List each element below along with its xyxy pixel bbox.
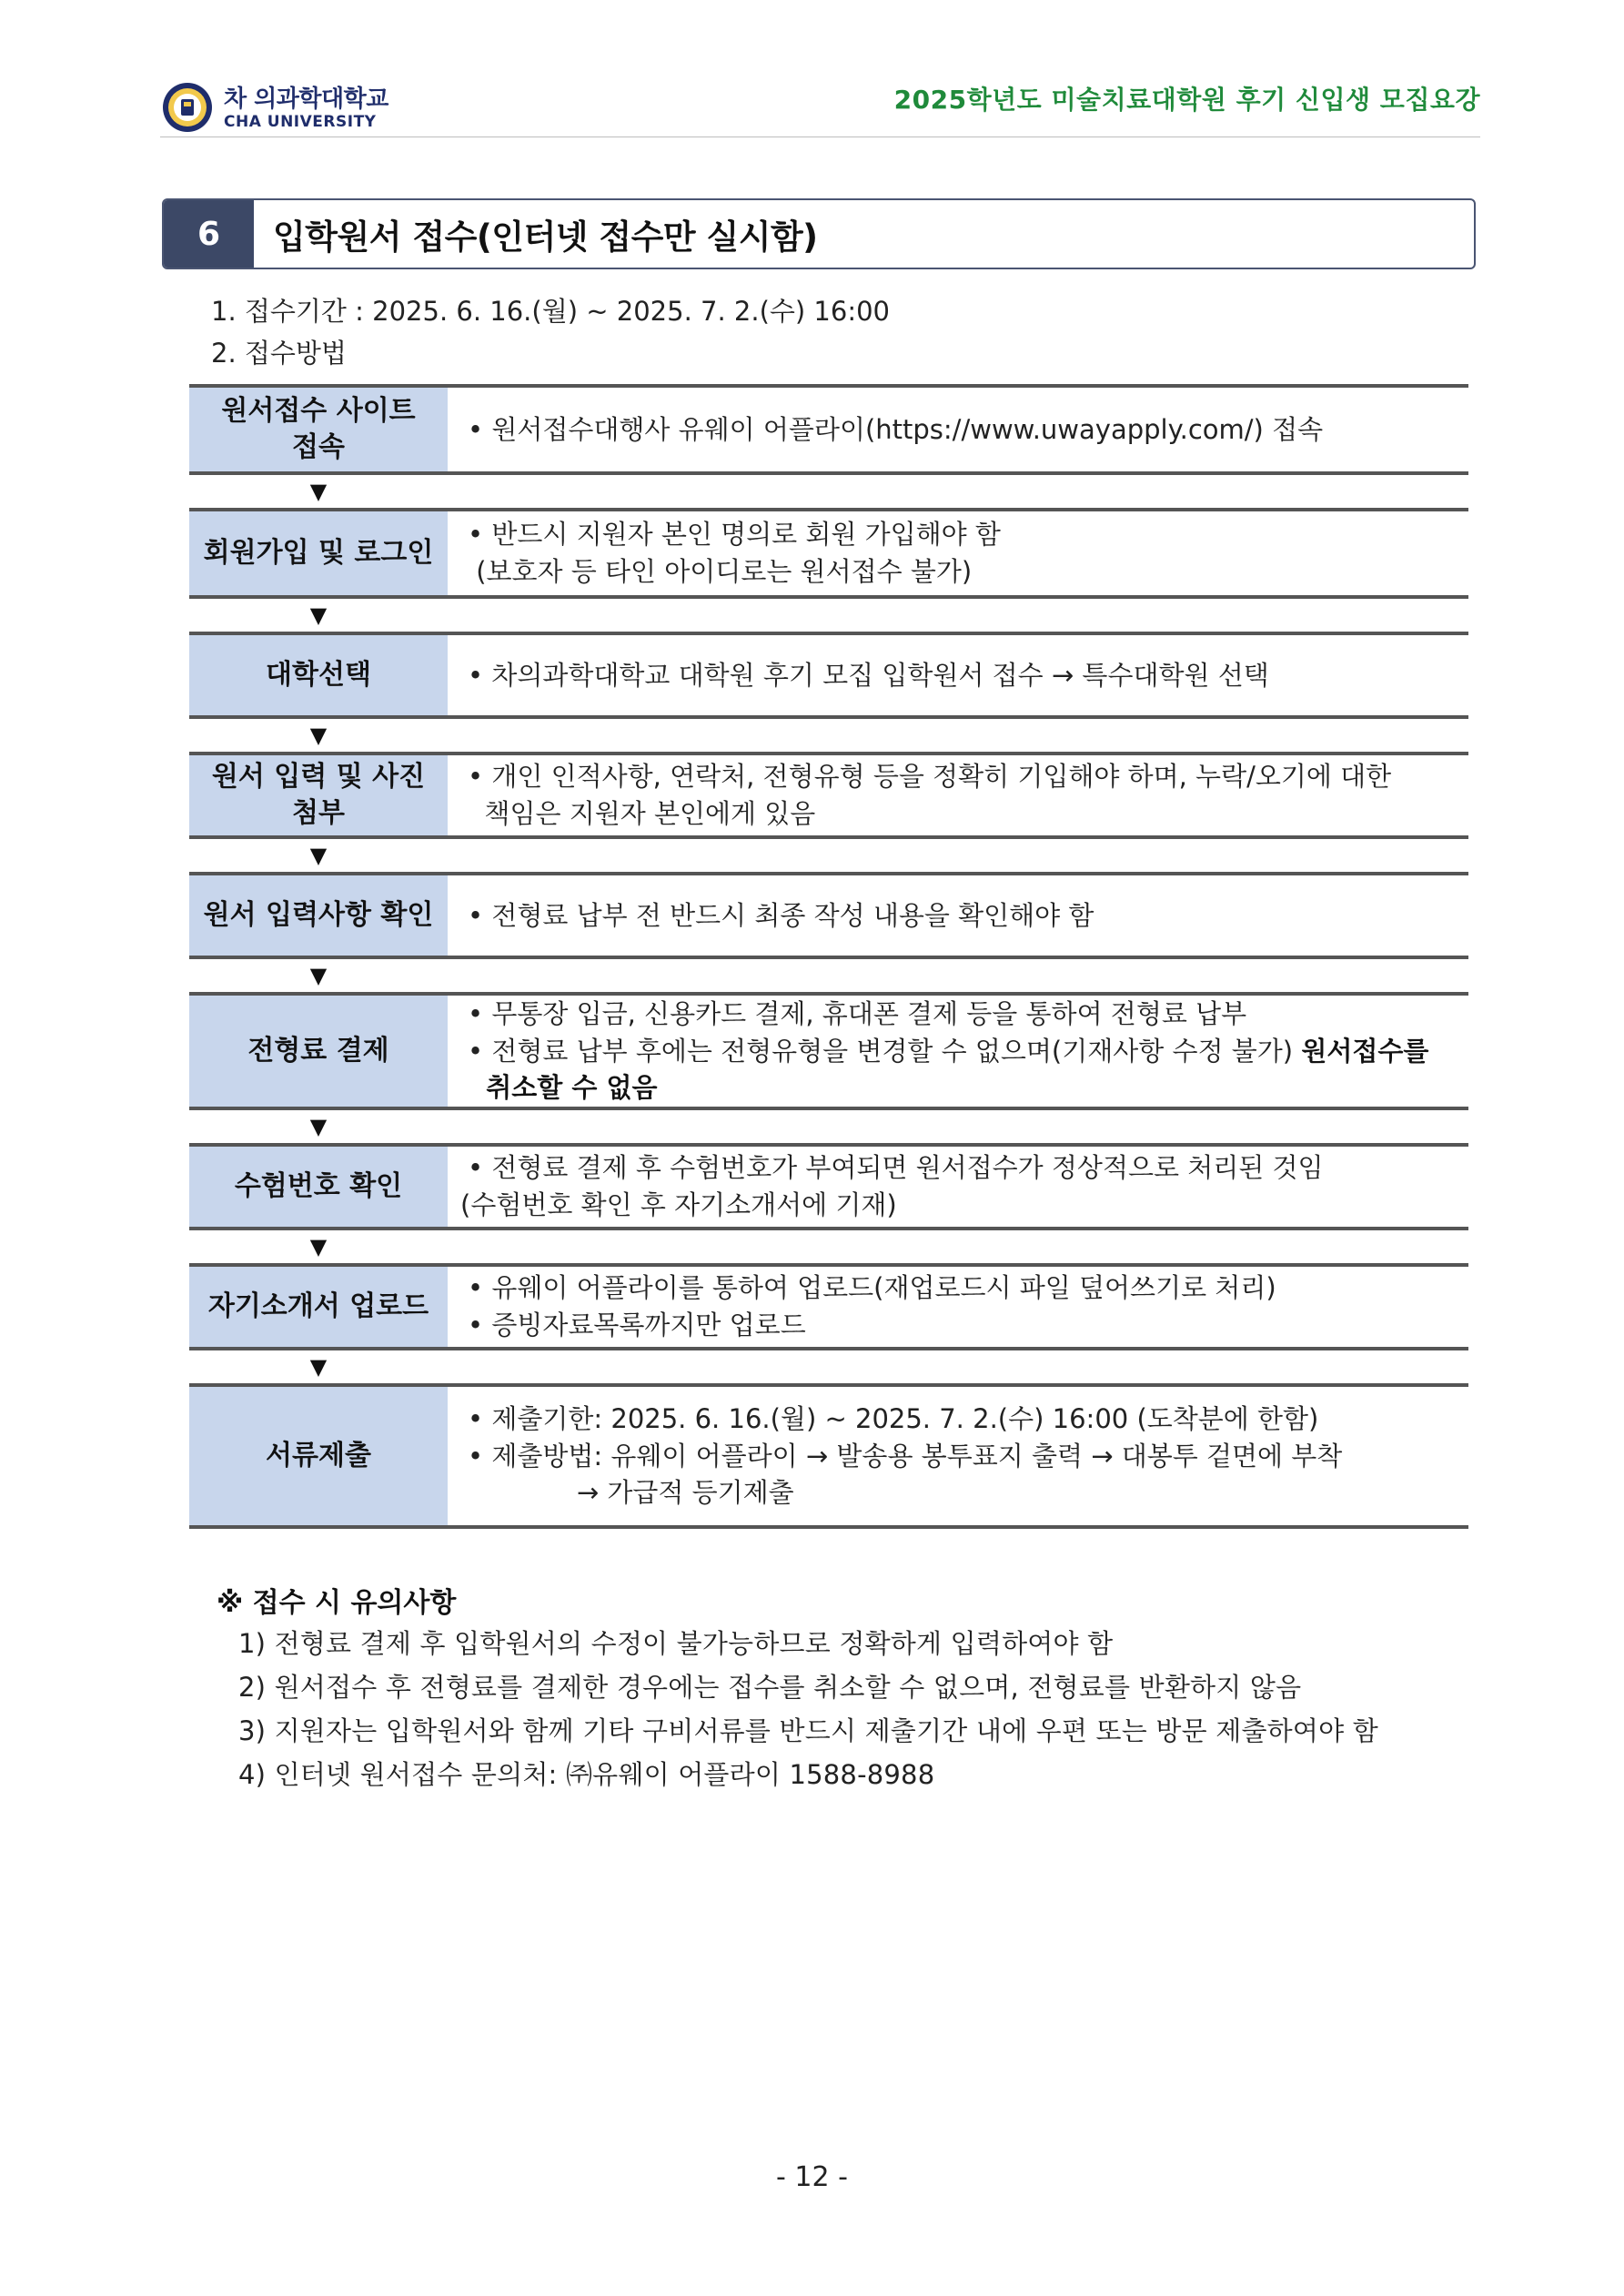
down-arrow-icon: ▼ (309, 963, 328, 988)
down-arrow-icon: ▼ (309, 843, 328, 868)
step-body (448, 635, 1468, 715)
step-line: • 개인 인적사항, 연락처, 전형유형 등을 정확히 기입해야 하며, 누락/오기에 대한 (468, 761, 1392, 793)
step-body (448, 1387, 1468, 1525)
step-label-text: 원서접수 사이트 접속 (221, 394, 416, 463)
page-number: - 12 - (776, 2161, 848, 2193)
section-title: 입학원서 접수(인터넷 접수만 실시함) (273, 217, 818, 257)
down-arrow-icon: ▼ (309, 479, 328, 504)
step-body (448, 996, 1468, 1107)
notes-title: ※ 접수 시 유의사항 (217, 1587, 457, 1619)
step-label: 수험번호 확인 (189, 1147, 448, 1227)
step-confirm-entries (189, 872, 1468, 959)
note-item: 2) 원서접수 후 전형료를 결제한 경우에는 접수를 취소할 수 없으며, 전형료를 반환하지 않음 (238, 1672, 1302, 1703)
step-label: 원서 입력사항 확인 (189, 875, 448, 956)
step-line: • 제출기한: 2025. 6. 16.(월) ~ 2025. 7. 2.(수) 16:00 (도착분에 한함) (468, 1403, 1319, 1435)
step-label: 회원가입 및 로그인 (189, 511, 448, 595)
note-item: 4) 인터넷 원서접수 문의처: ㈜유웨이 어플라이 1588-8988 (238, 1759, 935, 1790)
note-item: 3) 지원자는 입학원서와 함께 기타 구비서류를 반드시 제출기간 내에 우편 또는 방문 제출하여야 함 (238, 1715, 1378, 1746)
step-line: • 무통장 입금, 신용카드 결제, 휴대폰 결제 등을 통하여 전형료 납부 (468, 998, 1247, 1030)
step-line: • 유웨이 어플라이를 통하여 업로드(재업로드시 파일 덮어쓰기로 처리) (468, 1272, 1276, 1304)
down-arrow-icon: ▼ (309, 1234, 328, 1259)
step-exam-number (189, 1143, 1468, 1230)
application-period: 1. 접수기간 : 2025. 6. 16.(월) ~ 2025. 7. 2.(수) 16:00 (211, 296, 891, 327)
step-label: 자기소개서 업로드 (189, 1267, 448, 1347)
step-line: • 전형료 납부 전 반드시 최종 작성 내용을 확인해야 함 (468, 899, 1094, 931)
step-line: → 가급적 등기제출 (468, 1477, 794, 1509)
step-line-emphasis: 원서접수를 (1301, 1035, 1429, 1067)
step-line (468, 1033, 1468, 1070)
step-line: 책임은 지원자 본인에게 있음 (468, 798, 816, 829)
step-line: • 증빙자료목록까지만 업로드 (468, 1310, 806, 1340)
step-label: 대학선택 (189, 635, 448, 715)
down-arrow-icon: ▼ (309, 1354, 328, 1380)
step-label: 전형료 결제 (189, 996, 448, 1107)
step-label: 서류제출 (189, 1387, 448, 1525)
step-fee-payment (189, 992, 1468, 1110)
application-flow (189, 384, 1468, 1529)
university-logo (162, 82, 213, 133)
step-label-text: 원서 입력 및 사진 첨부 (211, 760, 426, 829)
note-item: 1) 전형료 결제 후 입학원서의 수정이 불가능하므로 정확하게 입력하여야 함 (238, 1628, 1114, 1659)
school-name: 차 의과학대학교 (224, 86, 388, 113)
step-label (189, 388, 448, 471)
step-line: • 차의과학대학교 대학원 후기 모집 입학원서 접수 → 특수대학원 선택 (468, 659, 1269, 691)
section-header (162, 198, 1476, 269)
step-signup-login (189, 508, 1468, 599)
step-line: • 제출방법: 유웨이 어플라이 → 발송용 봉투표지 출력 → 대봉투 겉면에 부착 (468, 1440, 1343, 1472)
step-body (448, 875, 1468, 956)
school-name-en: CHA UNIVERSITY (224, 113, 377, 131)
document-title: 2025학년도 미술치료대학원 후기 신입생 모집요강 (893, 85, 1480, 115)
step-line: • 반드시 지원자 본인 명의로 회원 가입해야 함 (468, 519, 1001, 551)
step-line-text: • 전형료 납부 후에는 전형유형을 변경할 수 없으며(기재사항 수정 불가) (468, 1035, 1302, 1067)
application-method-label: 2. 접수방법 (211, 338, 347, 369)
section-number: 6 (164, 200, 254, 268)
step-document-submission (189, 1383, 1468, 1529)
down-arrow-icon: ▼ (309, 1114, 328, 1139)
step-line: • 원서접수대행사 유웨이 어플라이(https://www.uwayapply.com/) 접속 (468, 413, 1324, 445)
step-site-access (189, 384, 1468, 475)
step-body (448, 511, 1468, 595)
down-arrow-icon: ▼ (309, 602, 328, 628)
step-body (448, 388, 1468, 471)
step-body (448, 1267, 1468, 1347)
step-line: (보호자 등 타인 아이디로는 원서접수 불가) (468, 556, 973, 587)
step-upload-essay (189, 1263, 1468, 1350)
step-enter-info-photo (189, 752, 1468, 839)
step-body (448, 755, 1468, 835)
step-line-emphasis: 취소할 수 없음 (468, 1072, 658, 1104)
step-label (189, 755, 448, 835)
down-arrow-icon: ▼ (309, 723, 328, 748)
step-select-university (189, 632, 1468, 719)
step-line: (수험번호 확인 후 자기소개서에 기재) (460, 1189, 897, 1220)
step-body (448, 1147, 1468, 1227)
step-line: • 전형료 결제 후 수험번호가 부여되면 원서접수가 정상적으로 처리된 것임 (468, 1152, 1324, 1184)
